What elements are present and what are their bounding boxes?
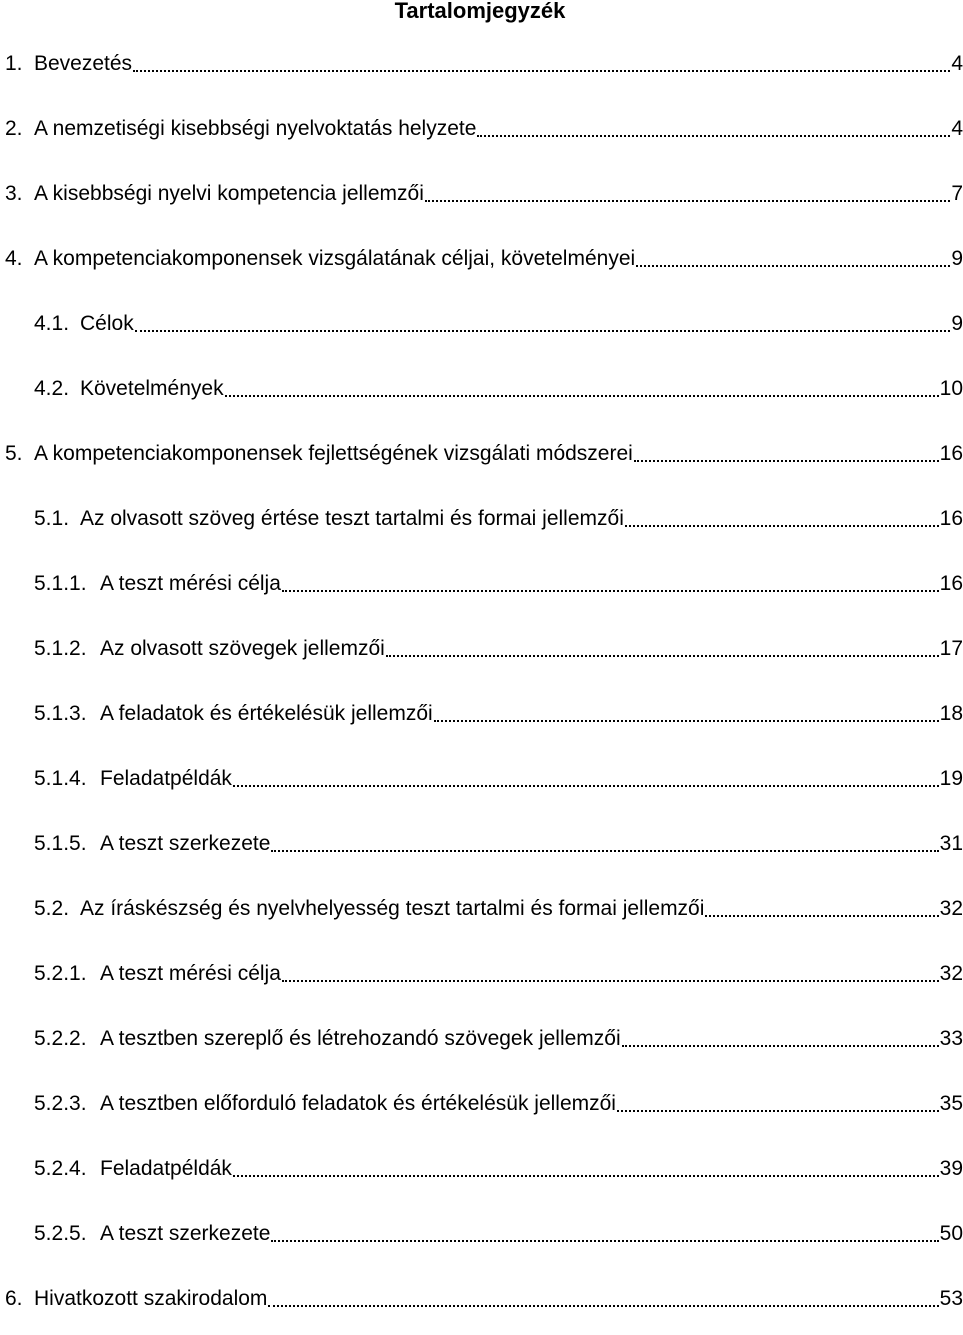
toc-entry-number: 5.1.1. (34, 572, 87, 595)
toc-entry-title: Az íráskészség és nyelvhelyesség teszt tartalmi és formai jellemzői (80, 897, 705, 920)
toc-entry-number: 6. (5, 1287, 23, 1310)
toc-dot-leader (425, 196, 950, 202)
toc-entry-number: 5.1.2. (34, 637, 87, 660)
toc-dot-leader (634, 456, 939, 462)
toc-entry-number: 5.2.1. (34, 962, 87, 985)
toc-entry-page: 4 (951, 117, 963, 140)
toc-entry[interactable] (34, 568, 963, 596)
toc-entry-number: 5.1.5. (34, 832, 87, 855)
toc-entry[interactable] (34, 1088, 963, 1116)
toc-dot-leader (705, 911, 938, 917)
toc-entry-title: Bevezetés (34, 52, 133, 75)
toc-entry[interactable] (34, 1218, 963, 1246)
toc-entry-page: 32 (939, 962, 963, 985)
toc-dot-leader (617, 1106, 939, 1112)
toc-entry-title: A kompetenciakomponensek fejlettségének vizsgálati módszerei (34, 442, 633, 465)
toc-entry-page: 19 (939, 767, 963, 790)
toc-entry-number: 4. (5, 247, 23, 270)
toc-entry-page: 4 (951, 52, 963, 75)
toc-entry-title: A teszt szerkezete (100, 832, 271, 855)
toc-entry[interactable] (34, 1153, 963, 1181)
toc-dot-leader (622, 1041, 939, 1047)
toc-dot-leader (477, 131, 950, 137)
toc-entry-number: 3. (5, 182, 23, 205)
toc-entry[interactable] (34, 308, 963, 336)
toc-dot-leader (233, 1171, 939, 1177)
toc-entry-title: A feladatok és értékelésük jellemzői (100, 702, 433, 725)
toc-entry-title: Feladatpéldák (100, 767, 232, 790)
toc-entry-number: 5.1. (34, 507, 70, 530)
toc-entry-page: 33 (939, 1027, 963, 1050)
toc-entry[interactable] (5, 438, 963, 466)
toc-entry[interactable] (34, 958, 963, 986)
toc-dot-leader (271, 846, 938, 852)
toc-entry-page: 35 (939, 1092, 963, 1115)
toc-entry-page: 7 (951, 182, 963, 205)
toc-entry-title: Célok (80, 312, 134, 335)
toc-entry-title: A kompetenciakomponensek vizsgálatának céljai, követelményei (34, 247, 636, 270)
toc-entry-title: A nemzetiségi kisebbségi nyelvoktatás helyzete (34, 117, 477, 140)
toc-entry-number: 5.2.5. (34, 1222, 87, 1245)
toc-entry-number: 5.2.4. (34, 1157, 87, 1180)
toc-entry-number: 4.1. (34, 312, 70, 335)
toc-dot-leader (233, 781, 939, 787)
toc-dot-leader (636, 261, 950, 267)
toc-entry-page: 17 (939, 637, 963, 660)
toc-entry-page: 16 (939, 572, 963, 595)
toc-entry-page: 10 (939, 377, 963, 400)
toc-entry-title: Az olvasott szöveg értése teszt tartalmi és formai jellemzői (80, 507, 624, 530)
toc-entry-title: Az olvasott szövegek jellemzői (100, 637, 385, 660)
toc-entry-number: 5.2.2. (34, 1027, 87, 1050)
toc-entry-page: 9 (951, 312, 963, 335)
toc-entry-page: 18 (939, 702, 963, 725)
toc-dot-leader (434, 716, 939, 722)
toc-entry-page: 53 (939, 1287, 963, 1310)
toc-entry[interactable] (5, 243, 963, 271)
toc-dot-leader (625, 521, 939, 527)
toc-entry-page: 16 (939, 442, 963, 465)
toc-entry-number: 1. (5, 52, 23, 75)
toc-entry-number: 5.1.3. (34, 702, 87, 725)
toc-dot-leader (282, 976, 939, 982)
toc-entry[interactable] (34, 633, 963, 661)
toc-entry[interactable] (34, 698, 963, 726)
toc-entry[interactable] (5, 178, 963, 206)
toc-entry[interactable] (5, 48, 963, 76)
toc-entry[interactable] (34, 1023, 963, 1051)
toc-dot-leader (268, 1301, 938, 1307)
toc-entry-number: 4.2. (34, 377, 70, 400)
toc-entry-number: 5. (5, 442, 23, 465)
toc-entry-page: 9 (951, 247, 963, 270)
toc-entry-title: Hivatkozott szakirodalom (34, 1287, 268, 1310)
toc-title: Tartalomjegyzék (394, 0, 566, 23)
toc-dot-leader (133, 66, 950, 72)
toc-entry-title: A teszt szerkezete (100, 1222, 271, 1245)
toc-entry-title: A tesztben szereplő és létrehozandó szövegek jellemzői (100, 1027, 621, 1050)
toc-entry[interactable] (34, 763, 963, 791)
toc-entry-title: Feladatpéldák (100, 1157, 232, 1180)
toc-entry-page: 50 (939, 1222, 963, 1245)
toc-entry-title: Követelmények (80, 377, 224, 400)
toc-entry-title: A kisebbségi nyelvi kompetencia jellemzői (34, 182, 424, 205)
toc-entry[interactable] (5, 113, 963, 141)
toc-entry-number: 5.2.3. (34, 1092, 87, 1115)
toc-entry[interactable] (34, 893, 963, 921)
toc-entry-title: A teszt mérési célja (100, 572, 281, 595)
toc-dot-leader (225, 391, 939, 397)
toc-entry-number: 5.1.4. (34, 767, 87, 790)
toc-entry-page: 32 (939, 897, 963, 920)
toc-entry-title: A tesztben előforduló feladatok és értékelésük jellemzői (100, 1092, 616, 1115)
toc-dot-leader (135, 326, 950, 332)
toc-entry-page: 39 (939, 1157, 963, 1180)
toc-entry-number: 2. (5, 117, 23, 140)
toc-dot-leader (282, 586, 939, 592)
toc-entry[interactable] (34, 503, 963, 531)
toc-entry-title: A teszt mérési célja (100, 962, 281, 985)
toc-dot-leader (386, 651, 939, 657)
toc-entry-page: 16 (939, 507, 963, 530)
toc-entry-number: 5.2. (34, 897, 70, 920)
toc-entry[interactable] (34, 373, 963, 401)
toc-dot-leader (271, 1236, 938, 1242)
toc-entry[interactable] (34, 828, 963, 856)
toc-entry[interactable] (5, 1283, 963, 1311)
toc-entry-page: 31 (939, 832, 963, 855)
